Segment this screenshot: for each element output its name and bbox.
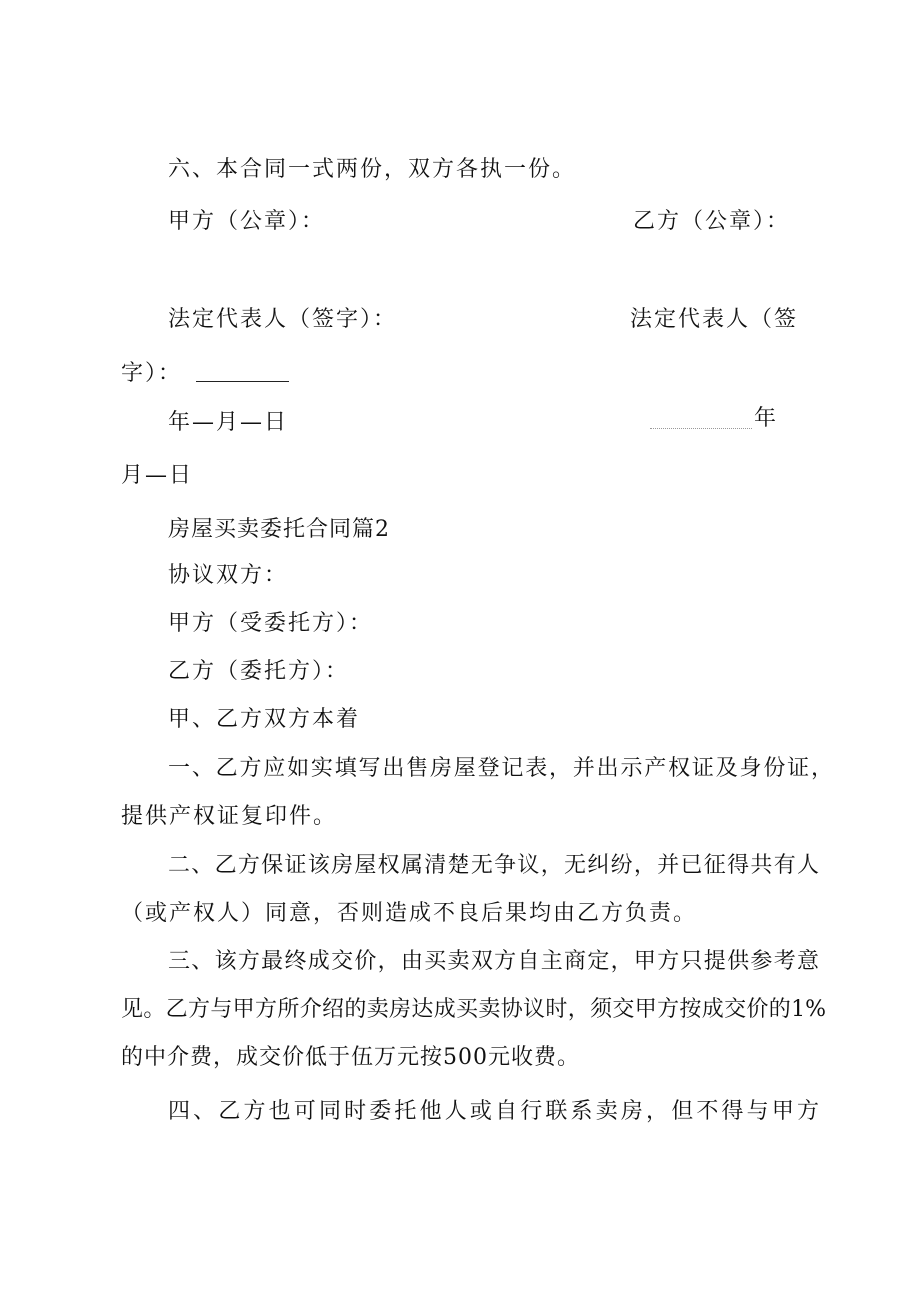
clause-1-line-1: 一、乙方应如实填写出售房屋登记表，并出示产权证及身份证， — [168, 756, 833, 781]
party-b-date-continued: 月—日 — [121, 463, 194, 488]
section-heading: 房屋买卖委托合同篇2 — [168, 517, 390, 542]
preamble: 甲、乙方双方本着 — [168, 707, 361, 732]
clause-6: 六、本合同一式两份，双方各执一份。 — [168, 157, 577, 182]
party-a-representative-label: 法定代表人（签字）： — [168, 307, 398, 332]
party-b-representative-label: 法定代表人（签 — [630, 307, 799, 332]
clause-3-line-3: 的中介费，成交价低于伍万元按500元收费。 — [121, 1045, 580, 1070]
party-b-date-blank — [650, 428, 752, 429]
signature-underline — [196, 381, 289, 382]
party-a-seal-label: 甲方（公章）： — [168, 209, 326, 234]
clause-3-line-1: 三、该方最终成交价，由买卖双方自主商定，甲方只提供参考意 — [168, 949, 819, 974]
party-b-entrusting-label: 乙方（委托方）： — [168, 659, 350, 684]
representative-label-continued: 字）： — [121, 361, 183, 386]
party-b-date-year: 年 — [754, 406, 779, 431]
clause-2-line-1: 二、乙方保证该房屋权属清楚无争议，无纠纷，并已征得共有人 — [168, 853, 819, 878]
parties-label: 协议双方： — [168, 563, 289, 588]
clause-4-line-1: 四、乙方也可同时委托他人或自行联系卖房，但不得与甲方 — [168, 1099, 819, 1124]
clause-2-line-2: （或产权人）同意，否则造成不良后果均由乙方负责。 — [121, 901, 698, 926]
party-a-date: 年—月—日 — [168, 410, 289, 435]
party-b-seal-label: 乙方（公章）： — [633, 209, 791, 234]
clause-3-line-2: 见。乙方与甲方所介绍的卖房达成买卖协议时，须交甲方按成交价的1% — [121, 997, 826, 1022]
clause-1-line-2: 提供产权证复印件。 — [121, 804, 338, 829]
party-a-entrusted-label: 甲方（受委托方）： — [168, 611, 374, 636]
